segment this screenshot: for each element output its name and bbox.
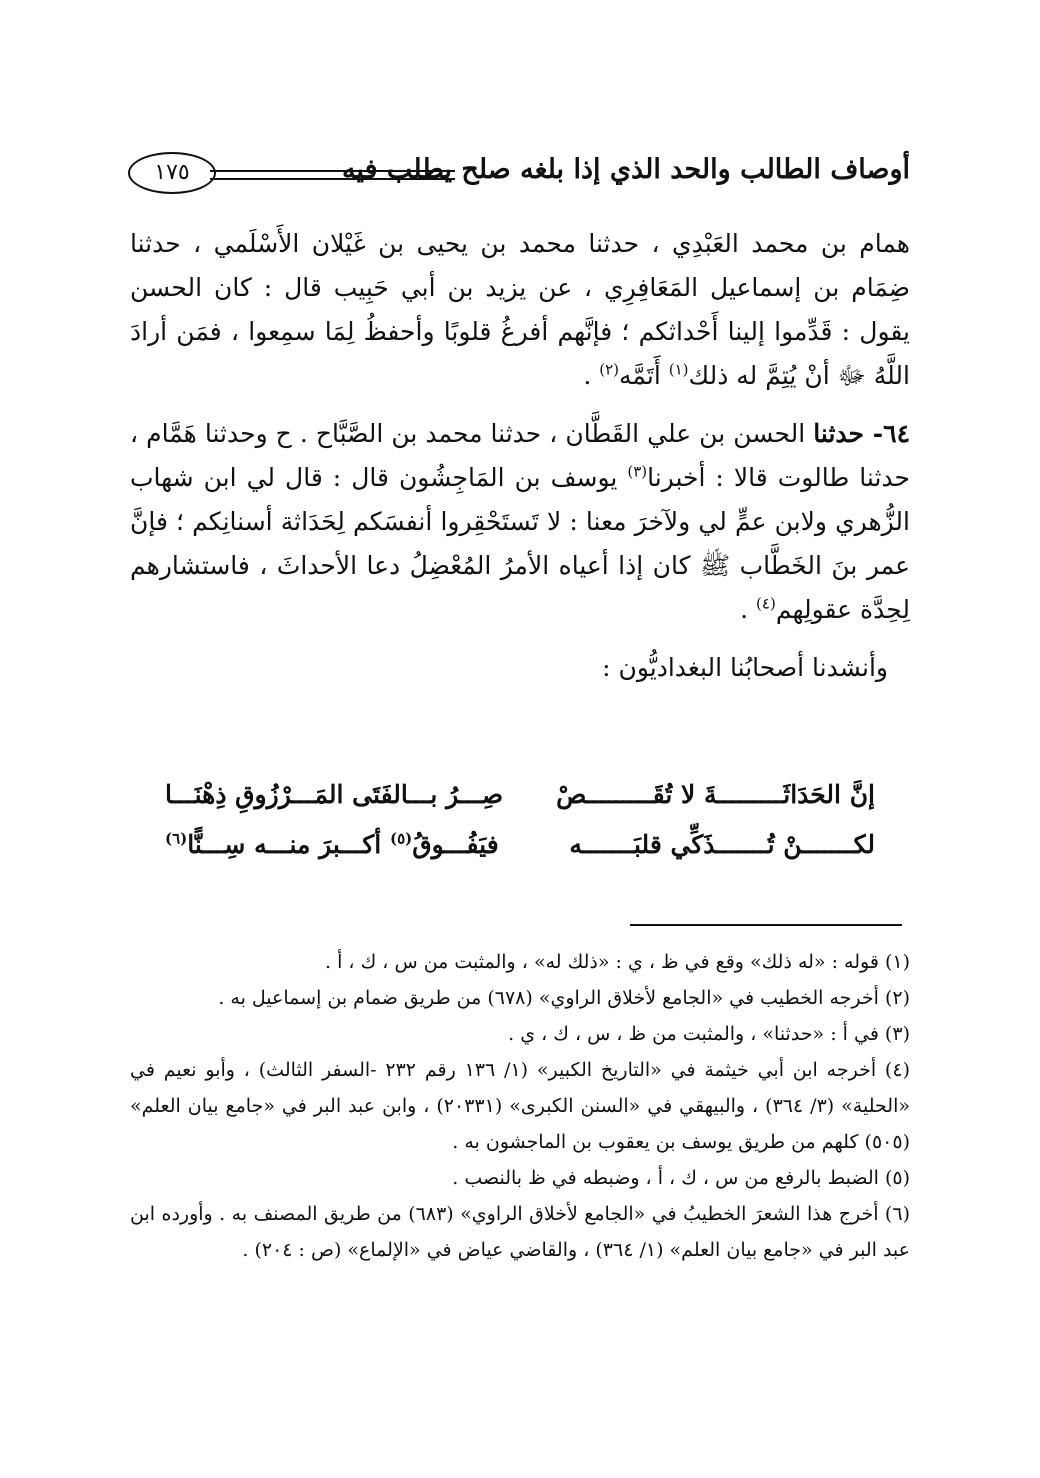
paragraph-1-text: همام بن محمد العَبْدِي ، حدثنا محمد بن يحيى بن غَيْلان الأَسْلَمي ، حدثنا ضِمَام بن إسماعيل المَعَافِرِي ، عن يزيد بن أبي حَبِيب قال : كان الحسن يقول : قَدِّموا إلينا أَحْداثكم ؛ فإنَّهم أفرغُ قلوبًا وأحفظُ لِمَا سمِعوا ، فمَن أرادَ اللَّهُ ﷻ أنْ يُتِمَّ له ذلك xyxy=(130,229,910,390)
paragraph-2 xyxy=(130,412,910,632)
footnote-ref-3: (٣) xyxy=(627,462,648,481)
footnote-1: (١) قوله : «له ذلك» وقع في ظ ، ي : «ذلك له» ، والمثبت من س ، ك ، أ . xyxy=(325,951,910,973)
footnote-2: (٢) أخرجه الخطيب في «الجامع لأخلاق الراوي» (٦٧٨) من طريق ضمام بن إسماعيل به . xyxy=(218,987,910,1009)
footnote-ref-6: (٦) xyxy=(165,829,188,848)
footnote-3: (٣) في أ : «حدثنا» ، والمثبت من ظ ، س ، ك ، ي . xyxy=(508,1023,910,1045)
paragraph-3-text: وأنشدنا أصحابُنا البغداديُّون : xyxy=(602,653,888,682)
footnote-ref-5: (٥) xyxy=(389,829,413,848)
page-number: ١٧٥ xyxy=(128,152,216,194)
poem xyxy=(165,780,875,880)
paragraph-2-text-a: الحسن بن علي القَطَّان ، حدثنا محمد بن الصَّبَّاح . ح وحدثنا هَمَّام ، حدثنا طالوت قالا : أخبرنا xyxy=(130,419,910,492)
footnotes xyxy=(130,944,910,1268)
paragraph-1-end: أَتَمَّه xyxy=(619,361,669,390)
paragraph-2-tail: . xyxy=(740,595,757,624)
hadith-number-lead: ٦٤- حدثنا xyxy=(813,419,911,448)
verse-2-word: فيَفُـــوقُ xyxy=(412,830,499,859)
verse-1 xyxy=(165,780,875,830)
footnote-4: (٤) أخرجه ابن أبي خيثمة في «التاريخ الكبير» (١/ ١٣٦ رقم ٢٣٢ -السفر الثالث) ، وأبو نعيم في «الحلية» (٣/ ٣٦٤) ، والبيهقي في «السنن الكبرى» (٢٠٣٣١) ، وابن عبد البر في «جامع بيان العلم» (٥٠٥) كلهم من طريق يوسف بن يعقوب بن الماجشون به . xyxy=(130,1059,910,1153)
verse-2-second-hemistich xyxy=(165,830,499,859)
footnote-separator xyxy=(630,924,902,926)
footnote-5: (٥) الضبط بالرفع من س ، ك ، أ ، وضبطه في ظ بالنصب . xyxy=(452,1167,910,1189)
footnote-ref-1: (١) xyxy=(668,360,689,379)
footnote-ref-4: (٤) xyxy=(756,594,776,613)
paragraph-1 xyxy=(130,222,910,398)
running-header xyxy=(128,148,910,204)
paragraph-2-text-b: يوسف بن المَاجِشُون قال : قال لي ابن شهاب الزُّهري ولابن عمٍّ لي ولآخرَ معنا : لا تَستَحْقِروا أنفسَكم لِحَدَاثة أسنانِكم ؛ فإنَّ عمر بنَ الخَطَّاب ﷺ كان إذا أعياه الأمرُ المُعْضِلُ دعا الأحداثَ ، فاستشارهم لِحِدَّة عقولِهم xyxy=(130,463,910,624)
verse-1-first-hemistich: إنَّ الحَدَاثَـــــــــةَ لا تُقَـــــــــصْ xyxy=(556,780,875,809)
paragraph-1-tail: . xyxy=(583,361,600,390)
header-rule-top xyxy=(210,170,455,172)
running-title: أوصاف الطالب والحد الذي إذا بلغه صلح يطلب فيه xyxy=(341,154,910,185)
verse-2 xyxy=(165,830,875,880)
footnote-ref-2: (٢) xyxy=(599,360,620,379)
footnote-6: (٦) أخرج هذا الشعرَ الخطيبُ في «الجامع لأخلاق الراوي» (٦٨٣) من طريق المصنف به . وأورده ابن عبد البر في «جامع بيان العلم» (١/ ٣٦٤) ، والقاضي عياض في «الإلماع» (ص : ٢٠٤) . xyxy=(130,1203,910,1261)
verse-2-first-hemistich: لكـــــــنْ تُـــــــذَكِّي قلبَـــــــه xyxy=(569,830,875,859)
verse-2-rest: أكـــبرَ منـــه سِـــنًّا xyxy=(187,830,390,859)
paragraph-3 xyxy=(130,646,910,690)
main-text xyxy=(130,222,910,690)
header-rule-bottom xyxy=(210,178,455,180)
verse-1-second-hemistich: صِـــرُ بـــالفَتَى المَـــرْزُوقِ ذِهْنَـــا xyxy=(165,780,504,809)
